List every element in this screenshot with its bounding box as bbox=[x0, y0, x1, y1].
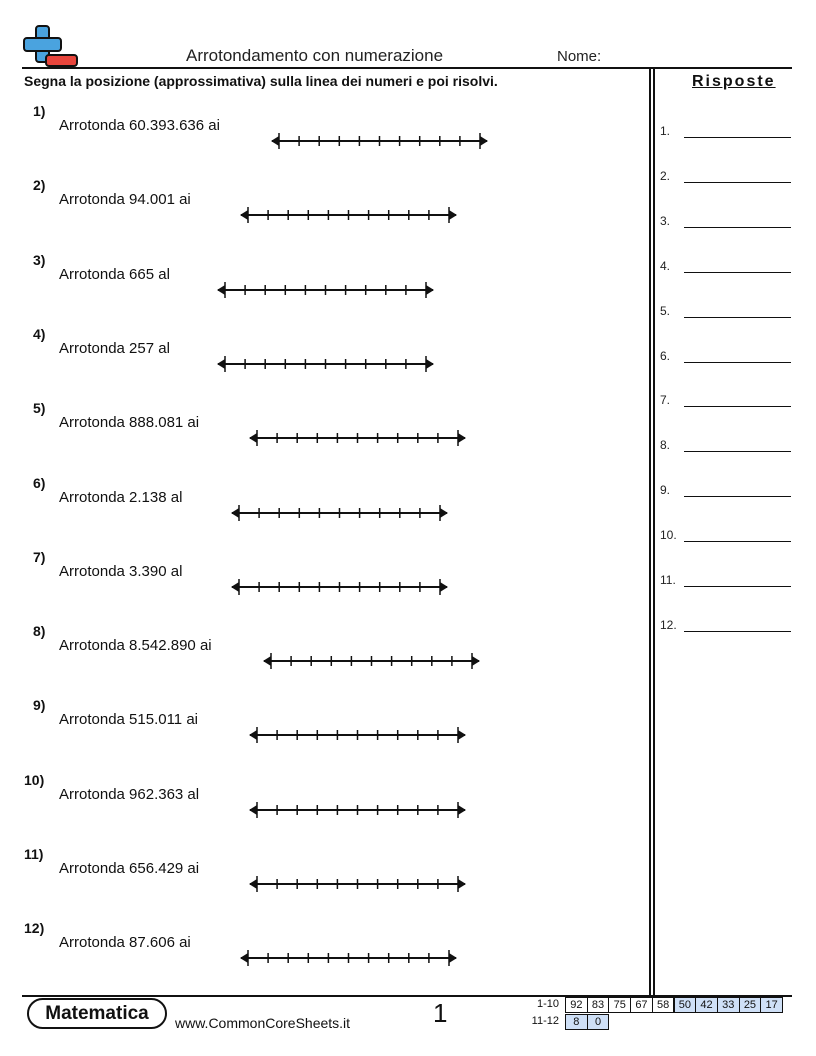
answer-number: 10. bbox=[660, 528, 677, 543]
right-arrow-icon bbox=[458, 730, 466, 740]
number-line[interactable] bbox=[259, 651, 484, 671]
left-arrow-icon bbox=[217, 359, 225, 369]
question-text: Arrotonda 665 al bbox=[59, 265, 170, 283]
question-text: Arrotonda 888.081 ai bbox=[59, 414, 200, 432]
question-number: 10) bbox=[24, 771, 45, 788]
left-arrow-icon bbox=[249, 805, 257, 815]
score-key-cell: 50 bbox=[674, 997, 697, 1013]
score-key-cell: 42 bbox=[695, 997, 718, 1013]
question-text: Arrotonda 3.390 al bbox=[59, 562, 183, 580]
answer-number: 4. bbox=[660, 258, 671, 273]
question-number: 5) bbox=[33, 400, 46, 417]
score-key-cell: 17 bbox=[760, 997, 783, 1013]
number-line[interactable] bbox=[245, 725, 470, 745]
number-line[interactable] bbox=[236, 205, 461, 225]
column-divider bbox=[653, 68, 655, 996]
answer-blank[interactable] bbox=[684, 586, 791, 587]
number-line[interactable] bbox=[267, 131, 492, 151]
question-text: Arrotonda 515.011 ai bbox=[59, 711, 198, 729]
answer-blank[interactable] bbox=[684, 541, 791, 542]
right-arrow-icon bbox=[426, 359, 434, 369]
answer-blank[interactable] bbox=[684, 272, 791, 273]
question-text: Arrotonda 2.138 al bbox=[59, 488, 183, 506]
question-text: Arrotonda 656.429 ai bbox=[59, 860, 200, 877]
left-arrow-icon bbox=[231, 582, 239, 592]
left-arrow-icon bbox=[240, 953, 248, 963]
question-number: 9) bbox=[33, 697, 46, 714]
score-key-cell: 8 bbox=[565, 1014, 588, 1030]
answer-number: 9. bbox=[660, 483, 671, 498]
question-text: Arrotonda 257 al bbox=[59, 339, 170, 357]
right-arrow-icon bbox=[480, 136, 488, 146]
right-arrow-icon bbox=[426, 285, 434, 295]
right-arrow-icon bbox=[440, 582, 448, 592]
question-number: 2) bbox=[33, 177, 46, 194]
right-arrow-icon bbox=[458, 879, 466, 889]
answer-blank[interactable] bbox=[684, 451, 791, 452]
right-arrow-icon bbox=[458, 805, 466, 815]
score-key-cell: 75 bbox=[608, 997, 631, 1013]
answer-number: 6. bbox=[660, 348, 671, 363]
score-key-cell: 25 bbox=[739, 997, 762, 1013]
number-line[interactable] bbox=[213, 280, 438, 300]
answer-blank[interactable] bbox=[684, 631, 791, 632]
right-arrow-icon bbox=[449, 210, 457, 220]
left-arrow-icon bbox=[263, 656, 271, 666]
question-number: 4) bbox=[33, 325, 46, 342]
left-arrow-icon bbox=[249, 730, 257, 740]
answer-blank[interactable] bbox=[684, 496, 791, 497]
left-arrow-icon bbox=[217, 285, 225, 295]
answer-blank[interactable] bbox=[684, 137, 791, 138]
right-arrow-icon bbox=[440, 508, 448, 518]
score-key-cell: 67 bbox=[630, 997, 653, 1013]
score-key-label: 1-10 bbox=[536, 998, 559, 1010]
score-key-cell: 0 bbox=[587, 1014, 610, 1030]
left-arrow-icon bbox=[249, 433, 257, 443]
score-key-cell: 83 bbox=[587, 997, 610, 1013]
number-line[interactable] bbox=[213, 354, 438, 374]
name-label: Nome: bbox=[557, 48, 602, 65]
answer-number: 12. bbox=[660, 617, 677, 632]
answer-number: 11. bbox=[660, 573, 676, 587]
number-line[interactable] bbox=[245, 874, 470, 894]
page-number: 1 bbox=[433, 998, 448, 1028]
answers-title: Risposte bbox=[692, 73, 776, 90]
number-line[interactable] bbox=[245, 428, 470, 448]
left-arrow-icon bbox=[231, 508, 239, 518]
answer-number: 3. bbox=[660, 213, 671, 228]
number-line[interactable] bbox=[227, 577, 452, 597]
question-text: Arrotonda 87.606 ai bbox=[59, 934, 191, 952]
score-key-cell: 92 bbox=[565, 997, 588, 1013]
question-number: 11) bbox=[24, 846, 44, 862]
number-line[interactable] bbox=[245, 800, 470, 820]
score-key-label: 11-12 bbox=[531, 1015, 559, 1027]
brand-badge: Matematica bbox=[27, 998, 167, 1029]
column-divider bbox=[649, 68, 651, 996]
worksheet-title: Arrotondamento con numerazione bbox=[186, 46, 444, 65]
answer-number: 8. bbox=[660, 438, 671, 453]
site-url: www.CommonCoreSheets.it bbox=[175, 1015, 351, 1031]
answer-blank[interactable] bbox=[684, 182, 791, 183]
answer-blank[interactable] bbox=[684, 317, 791, 318]
question-text: Arrotonda 962.363 al bbox=[59, 785, 200, 803]
question-text: Arrotonda 8.542.890 ai bbox=[59, 637, 212, 655]
question-number: 6) bbox=[33, 474, 46, 491]
question-number: 3) bbox=[33, 251, 46, 268]
plus-minus-logo-icon bbox=[22, 24, 80, 68]
question-number: 7) bbox=[33, 548, 46, 565]
number-line[interactable] bbox=[227, 503, 452, 523]
left-arrow-icon bbox=[249, 879, 257, 889]
answer-blank[interactable] bbox=[684, 362, 791, 363]
answer-number: 7. bbox=[660, 393, 671, 408]
question-number: 8) bbox=[33, 623, 46, 640]
instructions: Segna la posizione (approssimativa) sulla linea dei numeri e poi risolvi. bbox=[24, 73, 498, 89]
score-key-cell: 33 bbox=[717, 997, 740, 1013]
answer-blank[interactable] bbox=[684, 227, 791, 228]
number-line[interactable] bbox=[236, 948, 461, 968]
question-number: 12) bbox=[24, 920, 45, 937]
right-arrow-icon bbox=[449, 953, 457, 963]
score-key-cell: 58 bbox=[652, 997, 675, 1013]
right-arrow-icon bbox=[458, 433, 466, 443]
header-rule bbox=[22, 67, 792, 69]
answer-number: 5. bbox=[660, 303, 671, 318]
question-text: Arrotonda 60.393.636 ai bbox=[59, 117, 220, 134]
left-arrow-icon bbox=[271, 136, 279, 146]
answer-number: 1. bbox=[660, 124, 671, 138]
left-arrow-icon bbox=[240, 210, 248, 220]
question-number: 1) bbox=[33, 103, 46, 119]
right-arrow-icon bbox=[472, 656, 480, 666]
answer-number: 2. bbox=[660, 168, 671, 183]
answer-blank[interactable] bbox=[684, 406, 791, 407]
question-text: Arrotonda 94.001 ai bbox=[59, 191, 191, 209]
